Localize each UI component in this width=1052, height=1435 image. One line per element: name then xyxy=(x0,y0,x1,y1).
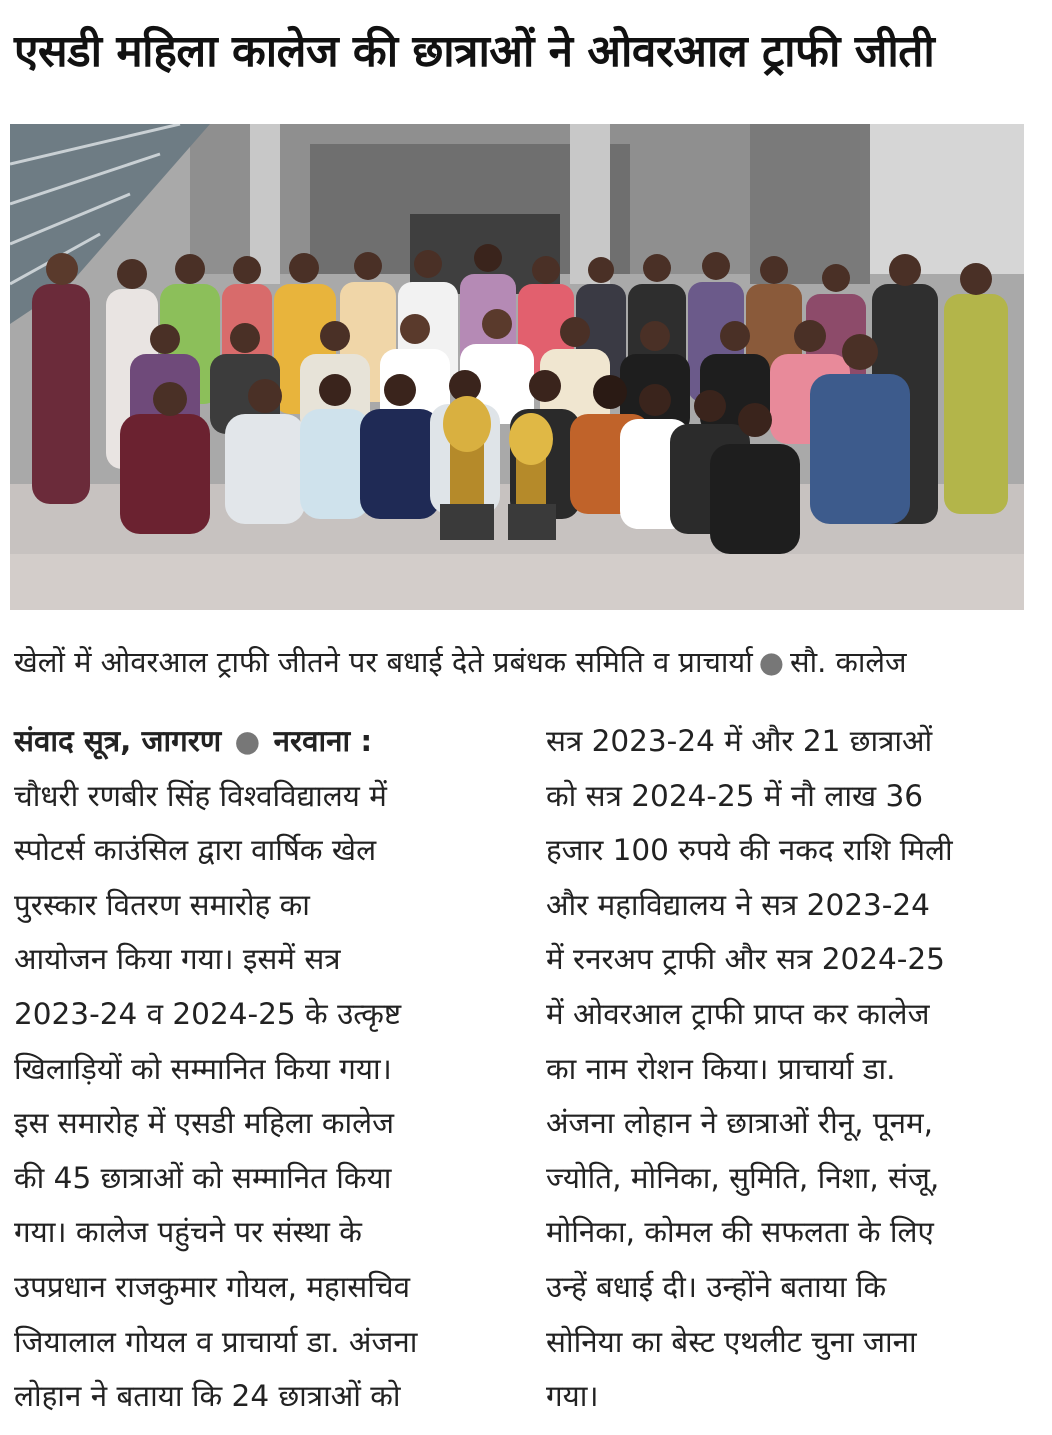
group-photo xyxy=(10,124,1024,610)
body-line: 2023-24 व 2024-25 के उत्कृष्ट xyxy=(14,996,402,1031)
dateline-source: संवाद सूत्र, जागरण xyxy=(14,724,222,758)
body-line: चौधरी रणबीर सिंह विश्वविद्यालय में xyxy=(14,778,387,813)
body-line: हजार 100 रुपये की नकद राशि मिली xyxy=(546,833,953,868)
body-line: स्पोटर्स काउंसिल द्वारा वार्षिक खेल xyxy=(14,833,377,868)
body-line: ज्योति, मोनिका, सुमिति, निशा, संजू, xyxy=(546,1160,940,1195)
headline: एसडी महिला कालेज की छात्राओं ने ओवरआल ट्राफी जीती xyxy=(14,26,935,77)
body-line: सोनिया का बेस्ट एथलीट चुना जाना xyxy=(546,1324,917,1359)
body-line: उपप्रधान राजकुमार गोयल, महासचिव xyxy=(14,1269,410,1304)
body-line: पुरस्कार वितरण समारोह का xyxy=(14,887,310,922)
body-line: सत्र 2023-24 में और 21 छात्राओं xyxy=(546,724,933,758)
body-line: गया। xyxy=(546,1379,599,1414)
photo-caption xyxy=(14,640,1038,684)
group-photo-image xyxy=(10,124,1024,610)
body-line: आयोजन किया गया। इसमें सत्र xyxy=(14,942,341,977)
body-line: का नाम रोशन किया। प्राचार्या डा. xyxy=(546,1051,896,1086)
caption-text: खेलों में ओवरआल ट्राफी जीतने पर बधाई देते प्रबंधक समिति व प्राचार्या xyxy=(14,645,753,679)
body-line: उन्हें बधाई दी। उन्होंने बताया कि xyxy=(546,1269,887,1304)
body-line: की 45 छात्राओं को सम्मानित किया xyxy=(14,1160,392,1195)
body-line: लोहान ने बताया कि 24 छात्राओं को xyxy=(14,1379,401,1414)
body-line: खिलाड़ियों को सम्मानित किया गया। xyxy=(14,1051,392,1086)
body-line: अंजना लोहान ने छात्राओं रीनू, पूनम, xyxy=(546,1106,934,1141)
body-line: में रनरअप ट्राफी और सत्र 2024-25 xyxy=(546,942,945,977)
body-line: इस समारोह में एसडी महिला कालेज xyxy=(14,1106,395,1141)
body-line: और महाविद्यालय ने सत्र 2023-24 xyxy=(546,887,930,922)
bullet-dot-icon: ● xyxy=(225,724,270,758)
article-column-right xyxy=(546,714,1022,1424)
caption-credit: सौ. कालेज xyxy=(790,645,907,679)
dateline xyxy=(14,714,484,769)
body-line: मोनिका, कोमल की सफलता के लिए xyxy=(546,1215,934,1250)
body-line: जियालाल गोयल व प्राचार्या डा. अंजना xyxy=(14,1324,418,1359)
bullet-dot-icon: ● xyxy=(758,645,785,679)
body-line: गया। कालेज पहुंचने पर संस्था के xyxy=(14,1215,362,1250)
body-line: को सत्र 2024-25 में नौ लाख 36 xyxy=(546,778,924,813)
article-column-left xyxy=(14,714,484,1424)
dateline-place: नरवाना : xyxy=(273,724,373,758)
body-line: में ओवरआल ट्राफी प्राप्त कर कालेज xyxy=(546,996,930,1031)
